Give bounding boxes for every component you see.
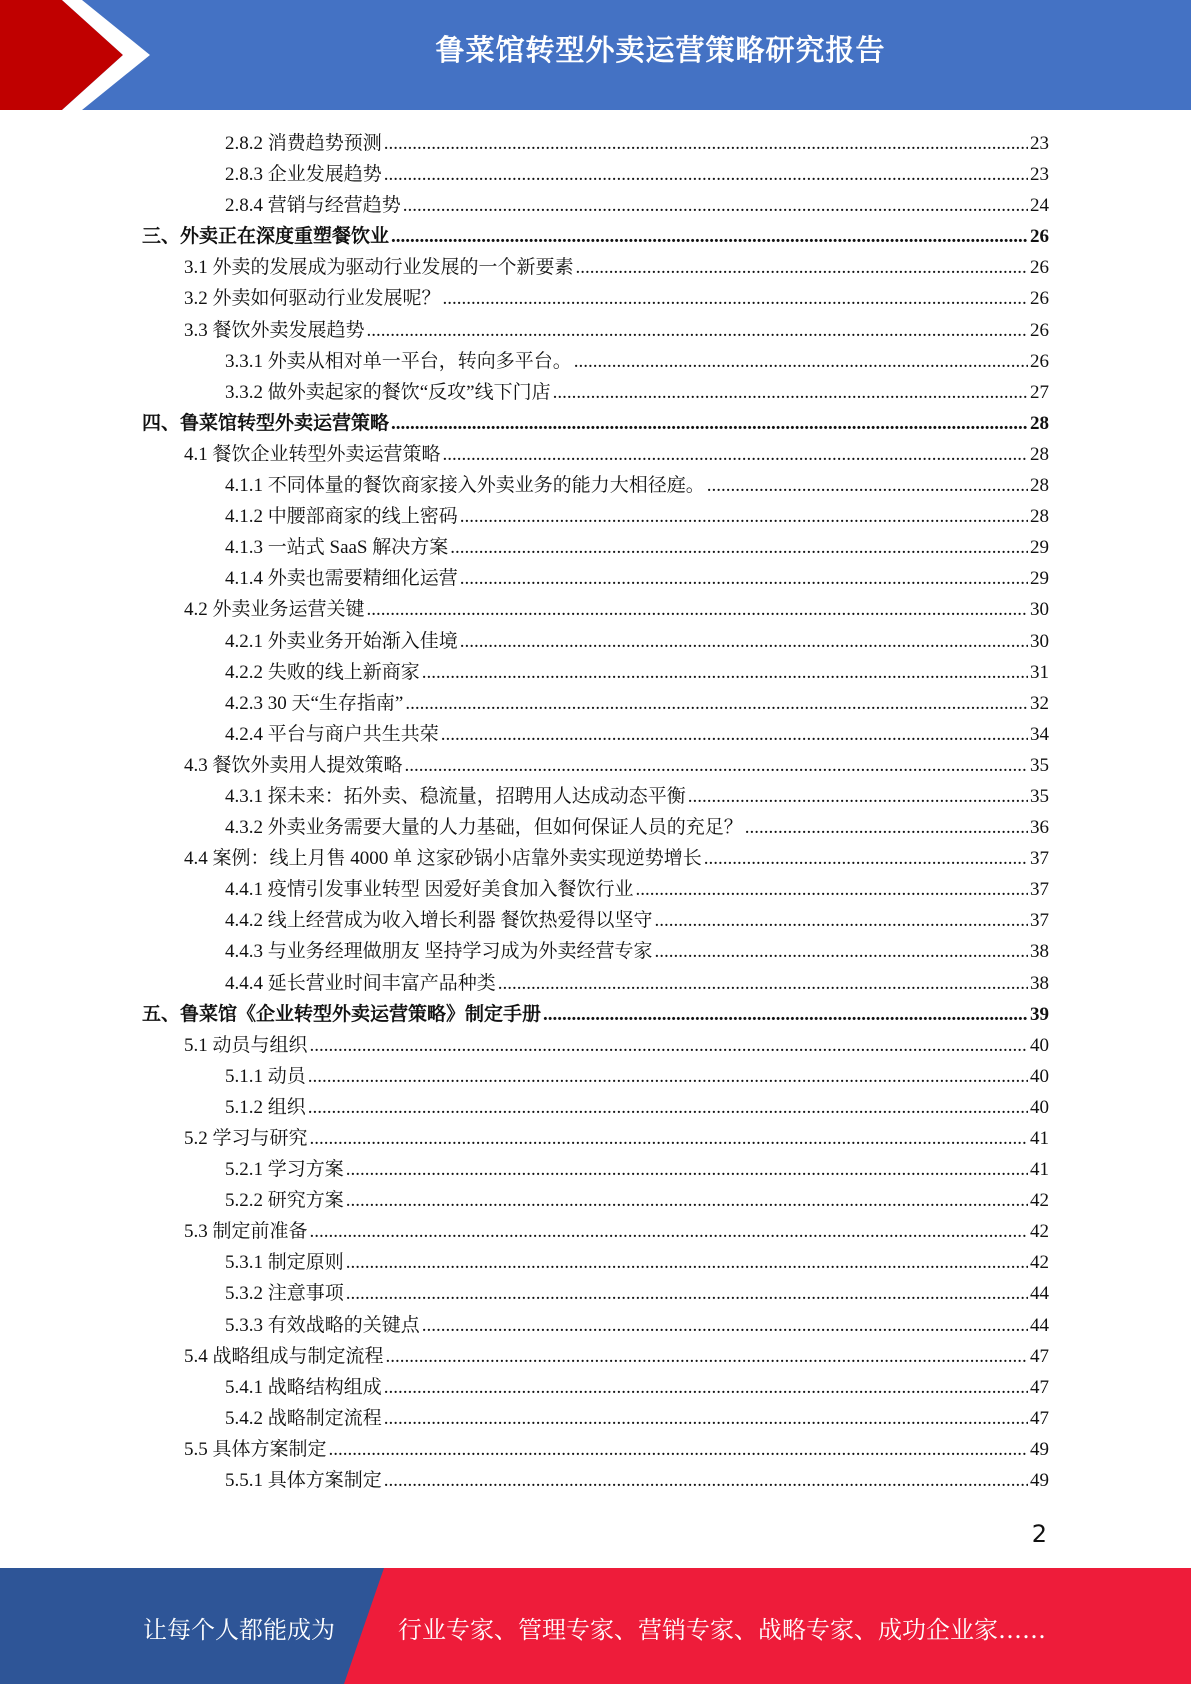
toc-entry[interactable] <box>142 719 1049 750</box>
toc-entry-title: 4.2.4 平台与商户共生共荣 <box>225 723 439 745</box>
toc-dot-leader <box>384 1465 1028 1496</box>
toc-dot-leader <box>441 719 1028 750</box>
toc-entry-page: 38 <box>1030 972 1049 994</box>
toc-entry-title: 5.5.1 具体方案制定 <box>225 1470 382 1492</box>
toc-dot-leader <box>688 781 1028 812</box>
toc-entry[interactable] <box>142 346 1049 377</box>
toc-entry[interactable] <box>142 688 1049 719</box>
toc-entry[interactable] <box>142 905 1049 936</box>
footer-slogan-left: 让每个人都能成为 <box>143 1616 335 1644</box>
toc-entry[interactable] <box>142 563 1049 594</box>
toc-entry[interactable] <box>142 626 1049 657</box>
toc-entry[interactable] <box>142 750 1049 781</box>
toc-entry-page: 31 <box>1030 661 1049 683</box>
toc-entry-page: 41 <box>1030 1128 1049 1149</box>
toc-entry-page: 36 <box>1030 817 1049 839</box>
toc-entry-title: 3.2 外卖如何驱动行业发展呢？ <box>184 288 441 310</box>
toc-entry-page: 29 <box>1030 537 1049 559</box>
toc-dot-leader <box>403 190 1028 221</box>
toc-entry-page: 42 <box>1030 1190 1049 1212</box>
toc-entry-title: 5.3.2 注意事项 <box>225 1283 344 1305</box>
toc-entry[interactable] <box>142 1372 1049 1403</box>
toc-entry[interactable] <box>142 377 1049 408</box>
toc-dot-leader <box>367 315 1028 346</box>
toc-dot-leader <box>346 1154 1028 1185</box>
toc-entry-title: 4.3 餐饮外卖用人提效策略 <box>184 754 403 776</box>
toc-entry[interactable] <box>142 128 1049 159</box>
toc-dot-leader <box>498 968 1028 999</box>
toc-dot-leader <box>574 346 1028 377</box>
toc-dot-leader <box>308 1061 1028 1092</box>
toc-entry[interactable] <box>142 315 1049 346</box>
toc-dot-leader <box>460 626 1028 657</box>
toc-entry-page: 30 <box>1030 630 1049 652</box>
toc-entry[interactable] <box>142 781 1049 812</box>
toc-entry[interactable] <box>142 1154 1049 1185</box>
toc-entry-page: 28 <box>1030 506 1049 528</box>
page-number: 2 <box>1031 1520 1047 1548</box>
toc-entry[interactable] <box>142 812 1049 843</box>
toc-entry-title: 4.3.1 探未来：拓外卖、稳流量，招聘用人达成动态平衡 <box>225 785 686 807</box>
toc-entry-title: 2.8.2 消费趋势预测 <box>225 133 382 154</box>
toc-entry-page: 47 <box>1030 1345 1049 1367</box>
toc-dot-leader <box>384 128 1028 159</box>
toc-entry[interactable] <box>142 190 1049 221</box>
toc-dot-leader <box>460 563 1028 594</box>
toc-entry-page: 28 <box>1030 443 1049 465</box>
toc-entry-page: 39 <box>1030 1003 1049 1025</box>
toc-dot-leader <box>422 657 1028 688</box>
toc-entry-page: 35 <box>1030 754 1049 776</box>
toc-entry-title: 4.4.4 延长营业时间丰富产品种类 <box>225 972 496 994</box>
toc-entry-title: 5.5 具体方案制定 <box>184 1438 327 1460</box>
toc-entry-title: 5.3 制定前准备 <box>184 1221 308 1243</box>
toc-entry[interactable] <box>142 968 1049 999</box>
toc-dot-leader <box>391 221 1028 252</box>
toc-entry-title: 三、外卖正在深度重塑餐饮业 <box>142 226 390 248</box>
toc-entry-page: 28 <box>1030 475 1049 497</box>
toc-entry-page: 35 <box>1030 785 1049 807</box>
table-of-contents <box>142 128 1049 1496</box>
toc-entry-title: 5.4.2 战略制定流程 <box>225 1407 382 1429</box>
toc-entry-page: 49 <box>1030 1438 1049 1460</box>
toc-dot-leader <box>450 532 1028 563</box>
toc-dot-leader <box>405 750 1028 781</box>
toc-entry-title: 4.2 外卖业务运营关键 <box>184 599 365 621</box>
toc-entry[interactable] <box>142 1061 1049 1092</box>
toc-dot-leader <box>553 377 1028 408</box>
toc-entry[interactable] <box>142 532 1049 563</box>
toc-dot-leader <box>384 1403 1028 1434</box>
toc-dot-leader <box>405 688 1028 719</box>
toc-entry-title: 5.4 战略组成与制定流程 <box>184 1345 384 1367</box>
toc-dot-leader <box>367 594 1028 625</box>
toc-entry-page: 37 <box>1030 879 1049 901</box>
toc-entry-page: 24 <box>1030 195 1049 217</box>
toc-entry[interactable] <box>142 439 1049 470</box>
toc-entry-page: 26 <box>1030 257 1049 279</box>
toc-entry-title: 四、鲁菜馆转型外卖运营策略 <box>142 412 390 434</box>
toc-entry-page: 44 <box>1030 1283 1049 1305</box>
page-footer <box>0 1568 1191 1684</box>
toc-entry[interactable] <box>142 221 1049 252</box>
toc-entry-title: 5.3.3 有效战略的关键点 <box>225 1314 420 1336</box>
toc-entry-title: 5.2 学习与研究 <box>184 1128 308 1149</box>
toc-entry-page: 23 <box>1030 133 1049 154</box>
toc-dot-leader <box>386 1341 1028 1372</box>
toc-entry-title: 2.8.3 企业发展趋势 <box>225 164 382 186</box>
toc-entry-page: 42 <box>1030 1252 1049 1274</box>
toc-entry[interactable] <box>142 408 1049 439</box>
toc-entry-page: 38 <box>1030 941 1049 963</box>
toc-entry[interactable] <box>142 874 1049 905</box>
toc-entry-title: 5.2.2 研究方案 <box>225 1190 344 1212</box>
toc-entry[interactable] <box>142 1123 1049 1154</box>
toc-entry[interactable] <box>142 936 1049 967</box>
toc-entry-page: 49 <box>1030 1470 1049 1492</box>
toc-dot-leader <box>576 252 1028 283</box>
toc-entry-page: 27 <box>1030 381 1049 403</box>
toc-entry-title: 4.1.2 中腰部商家的线上密码 <box>225 506 458 528</box>
toc-entry-title: 4.2.2 失败的线上新商家 <box>225 661 420 683</box>
toc-entry-title: 4.4 案例：线上月售 4000 单 这家砂锅小店靠外卖实现逆势增长 <box>184 848 702 870</box>
toc-dot-leader <box>745 812 1028 843</box>
toc-entry[interactable] <box>142 283 1049 314</box>
toc-entry-title: 4.2.3 30 天“生存指南” <box>225 692 404 714</box>
toc-entry-title: 3.3 餐饮外卖发展趋势 <box>184 319 365 341</box>
toc-entry-title: 5.4.1 战略结构组成 <box>225 1376 382 1398</box>
toc-dot-leader <box>310 1123 1028 1154</box>
toc-dot-leader <box>460 501 1028 532</box>
toc-dot-leader <box>636 874 1028 905</box>
toc-entry-title: 2.8.4 营销与经营趋势 <box>225 195 401 217</box>
toc-entry-page: 40 <box>1030 1065 1049 1087</box>
toc-entry[interactable] <box>142 594 1049 625</box>
toc-dot-leader <box>310 1030 1028 1061</box>
toc-dot-leader <box>655 905 1028 936</box>
toc-entry-page: 28 <box>1030 412 1049 434</box>
toc-entry-page: 40 <box>1030 1096 1049 1118</box>
toc-entry[interactable] <box>142 843 1049 874</box>
toc-entry-title: 5.2.1 学习方案 <box>225 1159 344 1181</box>
toc-entry-page: 26 <box>1030 288 1049 310</box>
toc-dot-leader <box>704 843 1028 874</box>
toc-entry-page: 26 <box>1030 350 1049 372</box>
toc-entry-title: 5.1.1 动员 <box>225 1065 306 1087</box>
toc-entry-title: 5.3.1 制定原则 <box>225 1252 344 1274</box>
toc-entry-page: 47 <box>1030 1376 1049 1398</box>
toc-dot-leader <box>346 1247 1028 1278</box>
toc-entry-page: 26 <box>1030 226 1049 248</box>
toc-entry-page: 32 <box>1030 692 1049 714</box>
toc-entry-page: 44 <box>1030 1314 1049 1336</box>
toc-entry[interactable] <box>142 1465 1049 1496</box>
toc-entry[interactable] <box>142 470 1049 501</box>
toc-dot-leader <box>655 936 1028 967</box>
toc-entry-page: 34 <box>1030 723 1049 745</box>
toc-dot-leader <box>308 1092 1028 1123</box>
toc-entry-title: 4.1.4 外卖也需要精细化运营 <box>225 568 458 590</box>
toc-entry-title: 4.1 餐饮企业转型外卖运营策略 <box>184 443 441 465</box>
toc-entry-title: 4.1.1 不同体量的餐饮商家接入外卖业务的能力大相径庭。 <box>225 475 705 497</box>
toc-entry-page: 40 <box>1030 1034 1049 1056</box>
toc-entry[interactable] <box>142 1185 1049 1216</box>
toc-entry[interactable] <box>142 1247 1049 1278</box>
toc-entry-page: 47 <box>1030 1407 1049 1429</box>
toc-dot-leader <box>346 1185 1028 1216</box>
toc-entry-title: 4.4.2 线上经营成为收入增长利器 餐饮热爱得以坚守 <box>225 910 653 932</box>
toc-entry-title: 4.2.1 外卖业务开始渐入佳境 <box>225 630 458 652</box>
toc-entry-page: 23 <box>1030 164 1049 186</box>
toc-dot-leader <box>329 1434 1028 1465</box>
toc-entry-page: 42 <box>1030 1221 1049 1243</box>
toc-entry-title: 4.3.2 外卖业务需要大量的人力基础，但如何保证人员的充足？ <box>225 817 743 839</box>
toc-entry-page: 37 <box>1030 848 1049 870</box>
toc-entry[interactable] <box>142 1310 1049 1341</box>
toc-entry-page: 29 <box>1030 568 1049 590</box>
footer-slogan-right: 行业专家、管理专家、营销专家、战略专家、成功企业家…… <box>398 1616 1046 1644</box>
toc-entry-title: 3.3.2 做外卖起家的餐饮“反攻”线下门店 <box>225 381 551 403</box>
toc-dot-leader <box>422 1310 1028 1341</box>
toc-dot-leader <box>391 408 1028 439</box>
toc-entry-title: 5.1.2 组织 <box>225 1096 306 1118</box>
toc-entry-title: 3.1 外卖的发展成为驱动行业发展的一个新要素 <box>184 257 574 279</box>
page-header <box>0 0 1191 110</box>
toc-dot-leader <box>443 283 1028 314</box>
toc-dot-leader <box>346 1278 1028 1309</box>
header-title: 鲁菜馆转型外卖运营策略研究报告 <box>435 33 886 67</box>
toc-dot-leader <box>443 439 1028 470</box>
toc-entry-title: 4.4.1 疫情引发事业转型 因爱好美食加入餐饮行业 <box>225 879 634 901</box>
toc-entry[interactable] <box>142 1278 1049 1309</box>
toc-entry[interactable] <box>142 1216 1049 1247</box>
toc-entry[interactable] <box>142 252 1049 283</box>
toc-entry-page: 26 <box>1030 319 1049 341</box>
toc-entry-title: 3.3.1 外卖从相对单一平台，转向多平台。 <box>225 350 572 372</box>
toc-entry-page: 37 <box>1030 910 1049 932</box>
toc-entry-page: 41 <box>1030 1159 1049 1181</box>
toc-dot-leader <box>543 999 1028 1030</box>
toc-entry[interactable] <box>142 1434 1049 1465</box>
toc-entry[interactable] <box>142 1341 1049 1372</box>
toc-dot-leader <box>310 1216 1028 1247</box>
toc-entry[interactable] <box>142 1030 1049 1061</box>
toc-entry-title: 4.1.3 一站式 SaaS 解决方案 <box>225 537 449 559</box>
toc-dot-leader <box>384 1372 1028 1403</box>
toc-dot-leader <box>384 159 1028 190</box>
toc-entry[interactable] <box>142 1403 1049 1434</box>
toc-entry[interactable] <box>142 1092 1049 1123</box>
toc-entry-title: 4.4.3 与业务经理做朋友 坚持学习成为外卖经营专家 <box>225 941 653 963</box>
toc-dot-leader <box>707 470 1028 501</box>
toc-entry-page: 30 <box>1030 599 1049 621</box>
toc-entry-title: 5.1 动员与组织 <box>184 1034 308 1056</box>
toc-entry-title: 五、鲁菜馆《企业转型外卖运营策略》制定手册 <box>142 1003 542 1025</box>
toc-entry[interactable] <box>142 501 1049 532</box>
toc-entry[interactable] <box>142 657 1049 688</box>
toc-entry[interactable] <box>142 159 1049 190</box>
toc-entry[interactable] <box>142 999 1049 1030</box>
